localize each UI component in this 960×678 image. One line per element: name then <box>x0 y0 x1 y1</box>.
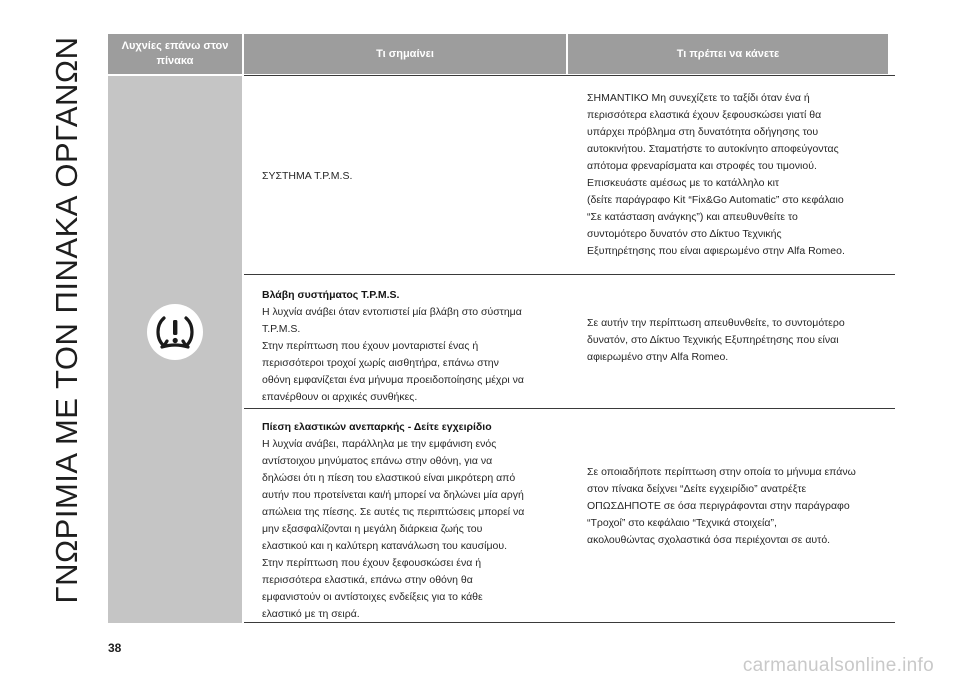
meaning-line: Η λυχνία ανάβει, παράλληλα με την εμφάνιση ενός <box>262 438 497 450</box>
action-line: δυνατόν, στο Δίκτυο Τεχνικής Εξυπηρέτησης που είναι <box>587 334 839 346</box>
meaning-line: μην εξασφαλίζονται η μεγάλη διάρκεια ζωής του <box>262 523 483 535</box>
action-line: ΣΗΜΑΝΤΙΚΟ Μη συνεχίζετε το ταξίδι όταν ένα ή <box>587 92 810 104</box>
meaning-heading: Βλάβη συστήματος T.P.M.S. <box>262 289 400 301</box>
header-action: Τι πρέπει να κάνετε <box>568 34 888 74</box>
action-line: Επισκευάστε αμέσως με το κατάλληλο κιτ <box>587 177 780 189</box>
meaning-line: επανέρθουν οι αρχικές συνθήκες. <box>262 391 418 403</box>
meaning-line: απώλεια της πίεσης. Σε αυτές τις περιπτώσεις μπορεί να <box>262 506 525 518</box>
row-divider <box>244 408 895 409</box>
action-line: “Τροχοί” στο κεφάλαιο “Τεχνικά στοιχεία”, <box>587 517 777 529</box>
action-line: (δείτε παράγραφο Kit “Fix&Go Automatic” στο κεφάλαιο <box>587 194 844 206</box>
row1-meaning <box>262 168 562 185</box>
row-divider <box>244 75 895 76</box>
row1-action <box>587 90 897 260</box>
action-line: απότομα φρεναρίσματα και στροφές του τιμονιού. <box>587 160 817 172</box>
meaning-line: T.P.M.S. <box>262 323 301 335</box>
page-number: 38 <box>108 641 122 655</box>
action-line: Σε αυτήν την περίπτωση απευθυνθείτε, το συντομότερο <box>587 317 845 329</box>
meaning-line: δηλώσει ότι η πίεση του ελαστικού είναι μικρότερη από <box>262 472 516 484</box>
header-lamps: Λυχνίες επάνω στον πίνακα <box>108 34 242 74</box>
row3-action <box>587 464 897 549</box>
action-line: Σε οποιαδήποτε περίπτωση στην οποία το μήνυμα επάνω <box>587 466 856 478</box>
tpms-warning-icon <box>146 303 204 361</box>
action-line: “Σε κατάσταση ανάγκης”) και απευθυνθείτε το <box>587 211 798 223</box>
row3-meaning <box>262 419 572 623</box>
action-line: ακολουθώντας σχολαστικά όσα περιέχονται σε αυτό. <box>587 534 831 546</box>
action-line: Εξυπηρέτησης που είναι αφιερωμένο στην Alfa Romeo. <box>587 245 845 257</box>
meaning-line: ΣΥΣΤΗΜΑ T.P.M.S. <box>262 170 353 182</box>
chapter-side-title <box>42 20 92 620</box>
meaning-line: αντίστοιχου μηνύματος επάνω στην οθόνη, για να <box>262 455 493 467</box>
action-line: συντομότερο δυνατόν στο Δίκτυο Τεχνικής <box>587 228 782 240</box>
meaning-line: αυτήν που προτείνεται και/ή μπορεί να δηλώνει μία αργή <box>262 489 524 501</box>
meaning-line: Η λυχνία ανάβει όταν εντοπιστεί μία βλάβη στο σύστημα <box>262 306 522 318</box>
header-meaning: Τι σημαίνει <box>244 34 566 74</box>
meaning-line: ελαστικό με τη σειρά. <box>262 608 360 620</box>
watermark-text: carmanualsonline.info <box>742 655 934 676</box>
watermark <box>0 655 960 678</box>
meaning-line: ελαστικού και η καλύτερη κατανάλωση του καυσίμου. <box>262 540 508 552</box>
table-header <box>108 34 888 74</box>
meaning-line: περισσότεροι τροχοί χωρίς αισθητήρα, επάνω στην <box>262 357 499 369</box>
meaning-line: εμφανιστούν οι αντίστοιχες ενδείξεις για το κάθε <box>262 591 483 603</box>
action-line: ΟΠΩΣΔΗΠΟΤΕ σε όσα περιγράφονται στην παράγραφο <box>587 500 850 512</box>
meaning-line: Στην περίπτωση που έχουν μονταριστεί ένας ή <box>262 340 479 352</box>
action-line: περισσότερα ελαστικά έχουν ξεφουσκώσει γιατί θα <box>587 109 822 121</box>
action-line: αφιερωμένο στην Alfa Romeo. <box>587 351 729 363</box>
row2-meaning <box>262 287 572 406</box>
meaning-heading: Πίεση ελαστικών ανεπαρκής - Δείτε εγχειρίδιο <box>262 421 492 433</box>
chapter-side-title-text: ΓΝΩΡΙΜΙΑ ΜΕ ΤΟΝ ΠΙΝΑΚΑ ΟΡΓΑΝΩΝ <box>49 36 84 604</box>
action-line: αυτοκινήτου. Σταματήστε το αυτοκίνητο αποφεύγοντας <box>587 143 839 155</box>
row-divider <box>244 274 895 275</box>
action-line: υπάρχει πρόβλημα στη δυνατότητα οδήγησης του <box>587 126 819 138</box>
row2-action <box>587 315 897 366</box>
meaning-line: περισσότερα ελαστικά, επάνω στην οθόνη θα <box>262 574 473 586</box>
meaning-line: Στην περίπτωση που έχουν ξεφουσκώσει ένα ή <box>262 557 482 569</box>
meaning-line: οθόνη εμφανίζεται ένα μήνυμα προειδοποίησης μέχρι να <box>262 374 524 386</box>
action-line: στον πίνακα δείχνει “Δείτε εγχειρίδιο” ανατρέξτε <box>587 483 807 495</box>
lamp-column <box>108 76 242 623</box>
